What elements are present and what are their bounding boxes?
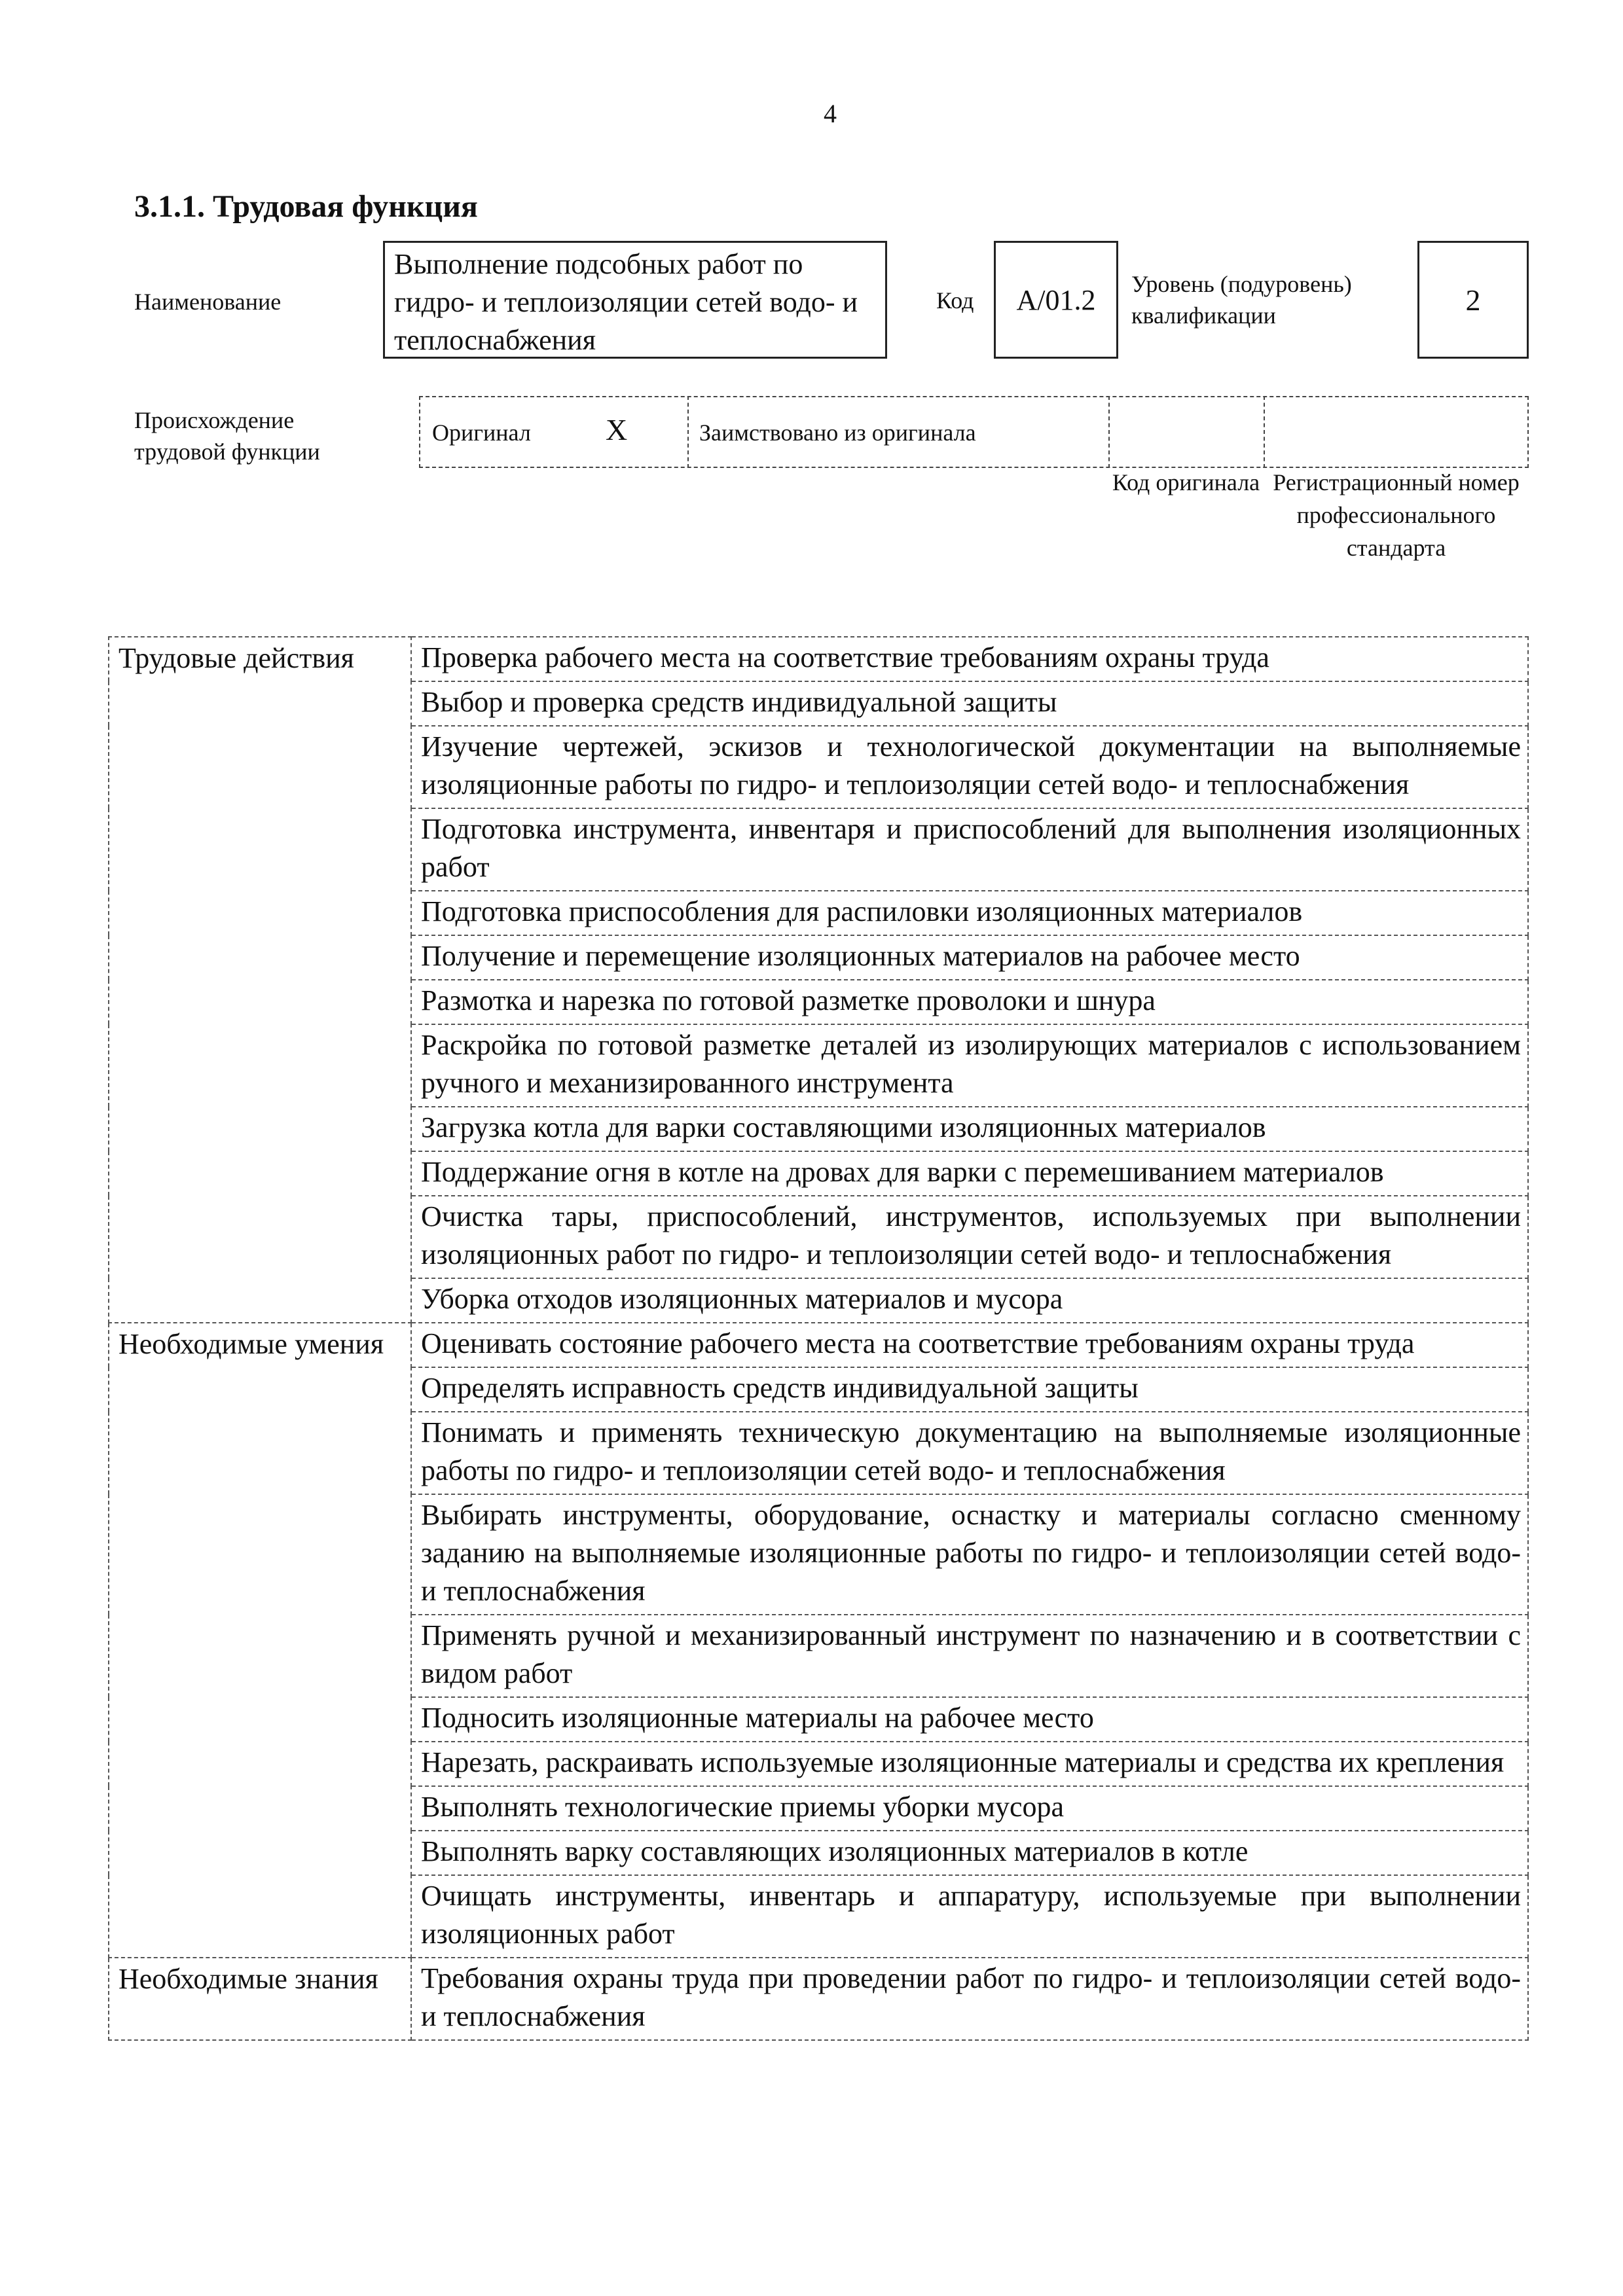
requirement-item: Размотка и нарезка по готовой разметке проволоки и шнура (411, 980, 1528, 1024)
requirements-table (108, 636, 1529, 2041)
requirement-item: Нарезать, раскраивать используемые изоляционные материалы и средства их крепления (411, 1742, 1528, 1786)
requirement-item: Очищать инструменты, инвентарь и аппаратуру, используемые при выполнении изоляционных работ (411, 1875, 1528, 1958)
requirement-item: Применять ручной и механизированный инструмент по назначению и в соответствии с видом работ (411, 1615, 1528, 1697)
name-label: Наименование (134, 289, 282, 315)
requirement-item: Проверка рабочего места на соответствие требованиям охраны труда (411, 637, 1528, 681)
origin-label: Происхождение трудовой функции (134, 407, 320, 465)
requirement-item: Понимать и применять техническую документацию на выполняемые изоляционные работы по гидро- и теплоизоляции сетей водо- и теплоснабжения (411, 1412, 1528, 1494)
requirement-item: Оценивать состояние рабочего места на соответствие требованиям охраны труда (411, 1323, 1528, 1367)
section-heading: Трудовые действия (109, 637, 411, 1323)
section-title: 3.1.1. Трудовая функция (134, 189, 478, 224)
requirement-item: Изучение чертежей, эскизов и технологической документации на выполняемые изоляционные работы по гидро- и теплоизоляции сетей водо- и теплоснабжения (411, 726, 1528, 808)
table-row (109, 637, 1528, 681)
origin-divider (1108, 396, 1110, 468)
table-row (109, 1958, 1528, 2040)
requirement-item: Требования охраны труда при проведении работ по гидро- и теплоизоляции сетей водо- и теплоснабжения (411, 1958, 1528, 2040)
requirement-item: Определять исправность средств индивидуальной защиты (411, 1367, 1528, 1412)
requirement-item: Уборка отходов изоляционных материалов и мусора (411, 1278, 1528, 1323)
section-heading: Необходимые знания (109, 1958, 411, 2040)
function-name-box: Выполнение подсобных работ по гидро- и теплоизоляции сетей водо- и теплоснабжения (383, 241, 887, 359)
requirement-item: Выбирать инструменты, оборудование, оснастку и материалы согласно сменному заданию на выполняемые изоляционные работы по гидро- и теплоизоляции сетей водо- и теплоснабжения (411, 1494, 1528, 1615)
origin-divider (1264, 396, 1265, 468)
code-box: А/01.2 (994, 241, 1118, 359)
requirement-item: Получение и перемещение изоляционных материалов на рабочее место (411, 935, 1528, 980)
level-box: 2 (1417, 241, 1529, 359)
caption-registration-number: Регистрационный номер профессионального стандарта (1273, 469, 1520, 561)
requirement-item: Выбор и проверка средств индивидуальной защиты (411, 681, 1528, 726)
page-number: 4 (824, 99, 837, 128)
requirement-item: Очистка тары, приспособлений, инструментов, используемых при выполнении изоляционных работ по гидро- и теплоизоляции сетей водо- и теплоснабжения (411, 1196, 1528, 1278)
requirement-item: Раскройка по готовой разметке деталей из изолирующих материалов с использованием ручного и механизированного инструмента (411, 1024, 1528, 1107)
requirement-item: Подготовка приспособления для распиловки изоляционных материалов (411, 891, 1528, 935)
original-label: Оригинал (432, 420, 531, 446)
requirement-item: Загрузка котла для варки составляющими изоляционных материалов (411, 1107, 1528, 1151)
level-label: Уровень (подуровень) квалификации (1131, 271, 1352, 329)
table-row (109, 1323, 1528, 1367)
code-label: Код (936, 287, 974, 314)
requirement-item: Выполнять технологические приемы уборки мусора (411, 1786, 1528, 1831)
original-mark: X (606, 413, 628, 446)
requirement-item: Подносить изоляционные материалы на рабочее место (411, 1697, 1528, 1742)
borrowed-label: Заимствовано из оригинала (699, 420, 976, 446)
caption-original-code: Код оригинала (1112, 469, 1260, 495)
requirement-item: Выполнять варку составляющих изоляционных материалов в котле (411, 1831, 1528, 1875)
requirement-item: Подготовка инструмента, инвентаря и приспособлений для выполнения изоляционных работ (411, 808, 1528, 891)
section-heading: Необходимые умения (109, 1323, 411, 1958)
requirement-item: Поддержание огня в котле на дровах для варки с перемешиванием материалов (411, 1151, 1528, 1196)
origin-divider (687, 396, 689, 468)
